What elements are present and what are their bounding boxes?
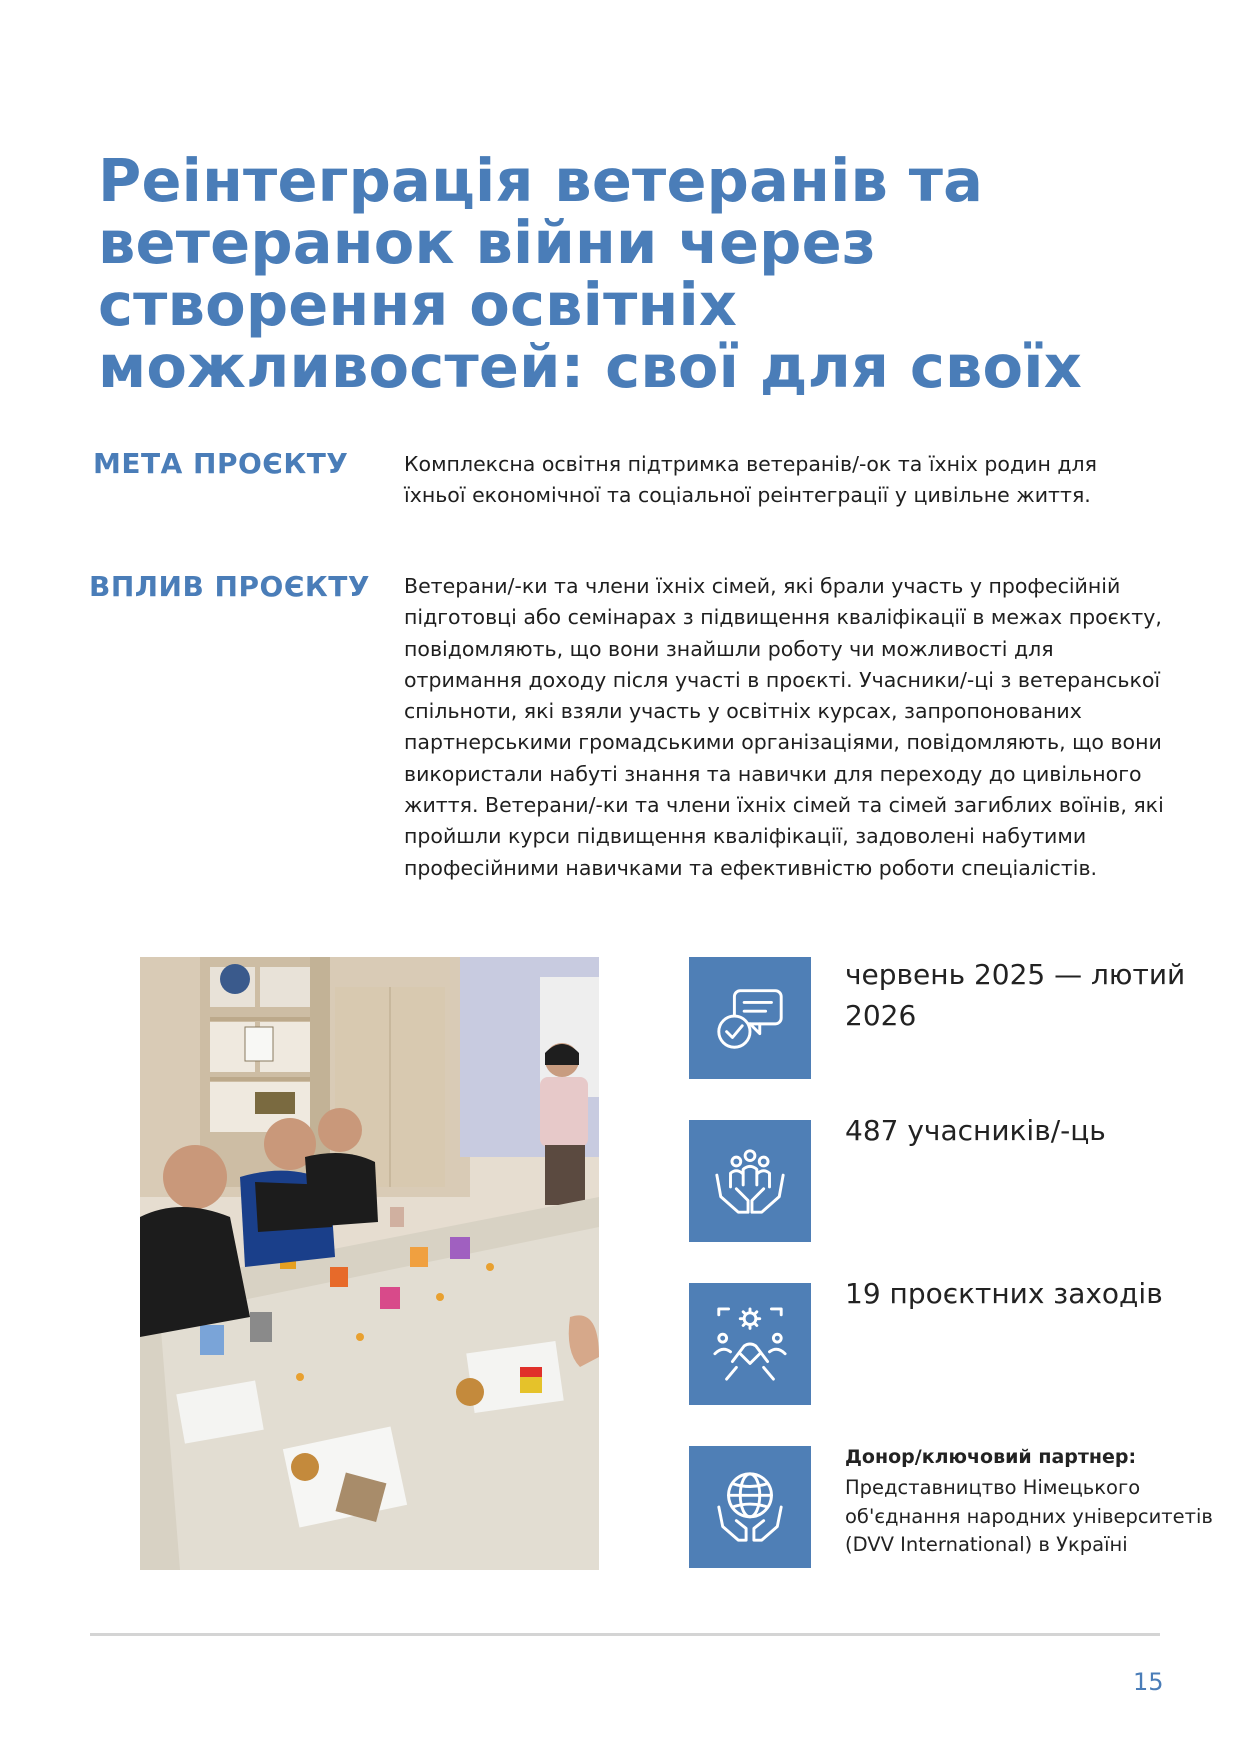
chat-check-tile xyxy=(689,957,811,1079)
footer-divider xyxy=(90,1633,1160,1636)
partner-tile xyxy=(689,1446,811,1568)
chat-check-icon xyxy=(711,979,789,1057)
partner-text: Представництво Німецького об'єднання народних університетів (DVV International) в Україні xyxy=(845,1476,1213,1556)
page-number: 15 xyxy=(1133,1668,1164,1696)
globe-in-hands-icon xyxy=(711,1468,789,1546)
partner-label: Донор/ключовий партнер: xyxy=(845,1446,1137,1468)
workshop-photo xyxy=(140,957,599,1570)
goal-label: МЕТА ПРОЄКТУ xyxy=(93,447,349,480)
participants-tile xyxy=(689,1120,811,1242)
impact-text: Ветерани/-ки та члени їхніх сімей, які брали участь у професійній підготовці або семінарах з підвищення кваліфікації в межах проєкту, повідомляють, що вони знайшли роботу чи можливості для отримання доходу після участі в проєкті. Учасники/-ці з ветеранської спільноти, які взяли участь у освітніх курсах, запропонованих партнерськими громадськими організаціями, повідомляють, що вони використали набуті знання та навички для переходу до цивільного життя. Ветерани/-ки та члени їхніх сімей та сімей загиблих воїнів, які пройшли курси підвищення кваліфікації, задоволені набутими професійними навичками та ефективністю роботи спеціалістів. xyxy=(404,574,1164,880)
handshake-gear-icon xyxy=(711,1305,789,1383)
events-text: 19 проєктних заходів xyxy=(845,1277,1163,1310)
people-in-hands-icon xyxy=(711,1142,789,1220)
period-text: червень 2025 — лютий 2026 xyxy=(845,958,1186,1032)
impact-label: ВПЛИВ ПРОЄКТУ xyxy=(89,570,370,603)
page-title: Реінтеграція ветеранів та ветеранок війни через створення освітніх можливостей: свої для своїх xyxy=(98,146,1082,401)
goal-text: Комплексна освітня підтримка ветеранів/-ок та їхніх родин для їхньої економічної та соціальної реінтеграції у цивільне життя. xyxy=(404,452,1097,508)
participants-text: 487 учасників/-ць xyxy=(845,1114,1106,1147)
events-tile xyxy=(689,1283,811,1405)
